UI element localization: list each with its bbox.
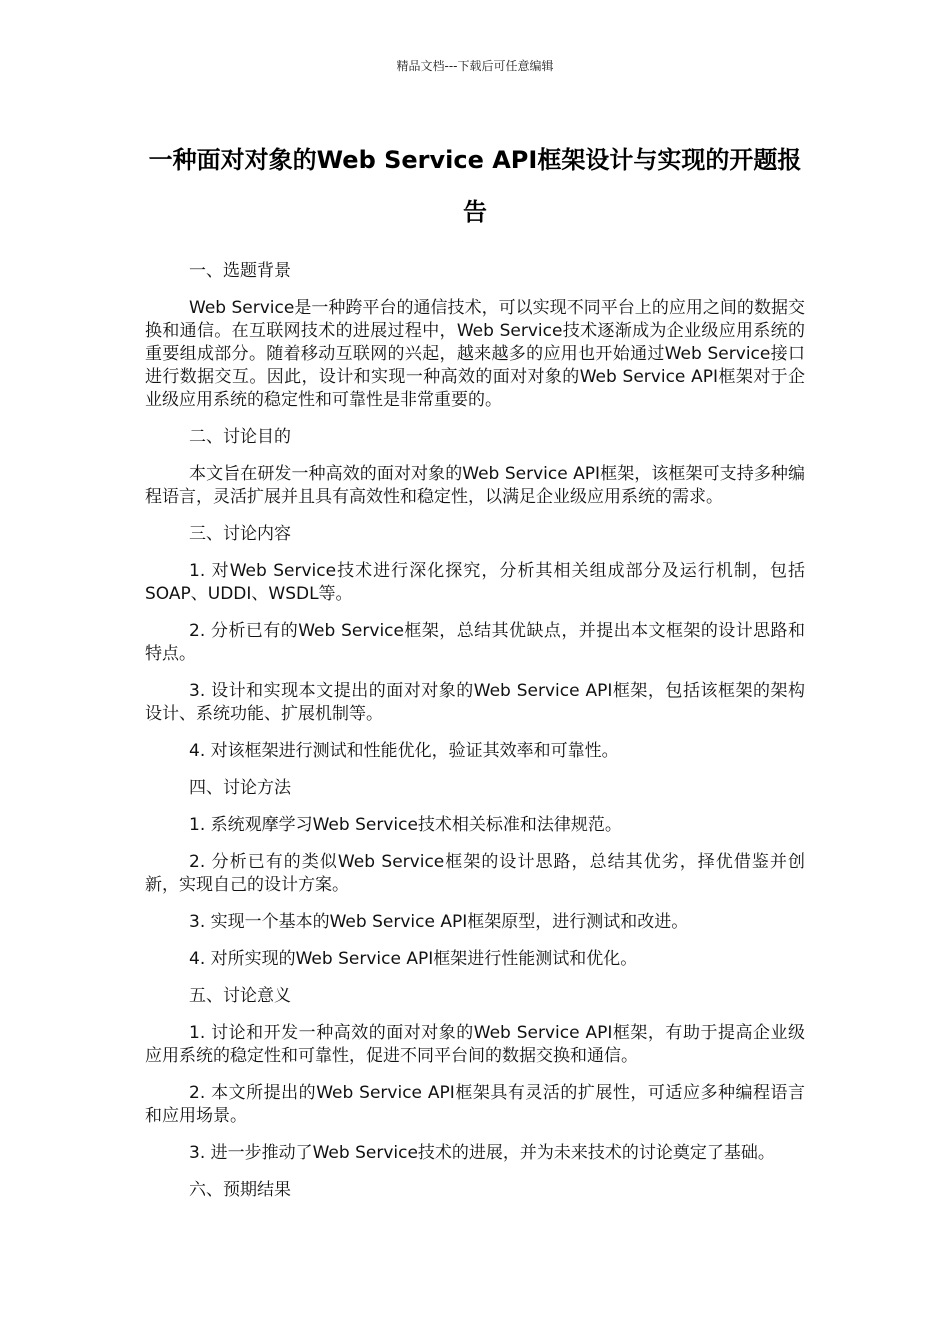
paragraph: 1. 讨论和开发一种高效的面对对象的Web Service API框架，有助于提高企业级应用系统的稳定性和可靠性，促进不同平台间的数据交换和通信。 (145, 1023, 805, 1066)
section-heading: 六、预期结果 (189, 1180, 291, 1200)
section-heading: 五、讨论意义 (189, 986, 291, 1006)
header-note: 精品文档---下载后可任意编辑 (396, 59, 554, 73)
section-heading: 四、讨论方法 (189, 778, 291, 798)
document-body (145, 260, 805, 1216)
paragraph: 1. 系统观摩学习Web Service技术相关标准和法律规范。 (189, 815, 622, 835)
paragraph: 4. 对该框架进行测试和性能优化，验证其效率和可靠性。 (189, 741, 619, 761)
paragraph: 3. 实现一个基本的Web Service API框架原型，进行测试和改进。 (189, 912, 689, 932)
paragraph: 2. 分析已有的Web Service框架，总结其优缺点，并提出本文框架的设计思路和特点。 (145, 621, 805, 664)
paragraph: 本文旨在研发一种高效的面对对象的Web Service API框架，该框架可支持多种编程语言，灵活扩展并且具有高效性和稳定性，以满足企业级应用系统的需求。 (145, 464, 805, 507)
paragraph: Web Service是一种跨平台的通信技术，可以实现不同平台上的应用之间的数据交换和通信。在互联网技术的进展过程中，Web Service技术逐渐成为企业级应用系统的重要组成部分。随着移动互联网的兴起，越来越多的应用也开始通过Web Service接口进行数据交互。因此，设计和实现一种高效的面对对象的Web Service API框架对于企业级应用系统的稳定性和可靠性是非常重要的。 (145, 298, 805, 410)
document-title: 一种面对对象的Web Service API框架设计与实现的开题报告 (148, 146, 802, 226)
paragraph: 1. 对Web Service技术进行深化探究，分析其相关组成部分及运行机制，包括SOAP、UDDI、WSDL等。 (145, 561, 805, 604)
paragraph: 3. 设计和实现本文提出的面对对象的Web Service API框架，包括该框架的架构设计、系统功能、扩展机制等。 (145, 681, 805, 724)
section-heading: 一、选题背景 (189, 261, 291, 281)
section-heading: 三、讨论内容 (189, 524, 291, 544)
paragraph: 3. 进一步推动了Web Service技术的进展，并为未来技术的讨论奠定了基础。 (189, 1143, 775, 1163)
section-heading: 二、讨论目的 (189, 427, 291, 447)
paragraph: 2. 本文所提出的Web Service API框架具有灵活的扩展性，可适应多种编程语言和应用场景。 (145, 1083, 805, 1126)
paragraph: 4. 对所实现的Web Service API框架进行性能测试和优化。 (189, 949, 638, 969)
paragraph: 2. 分析已有的类似Web Service框架的设计思路，总结其优劣，择优借鉴并创新，实现自己的设计方案。 (145, 852, 805, 895)
